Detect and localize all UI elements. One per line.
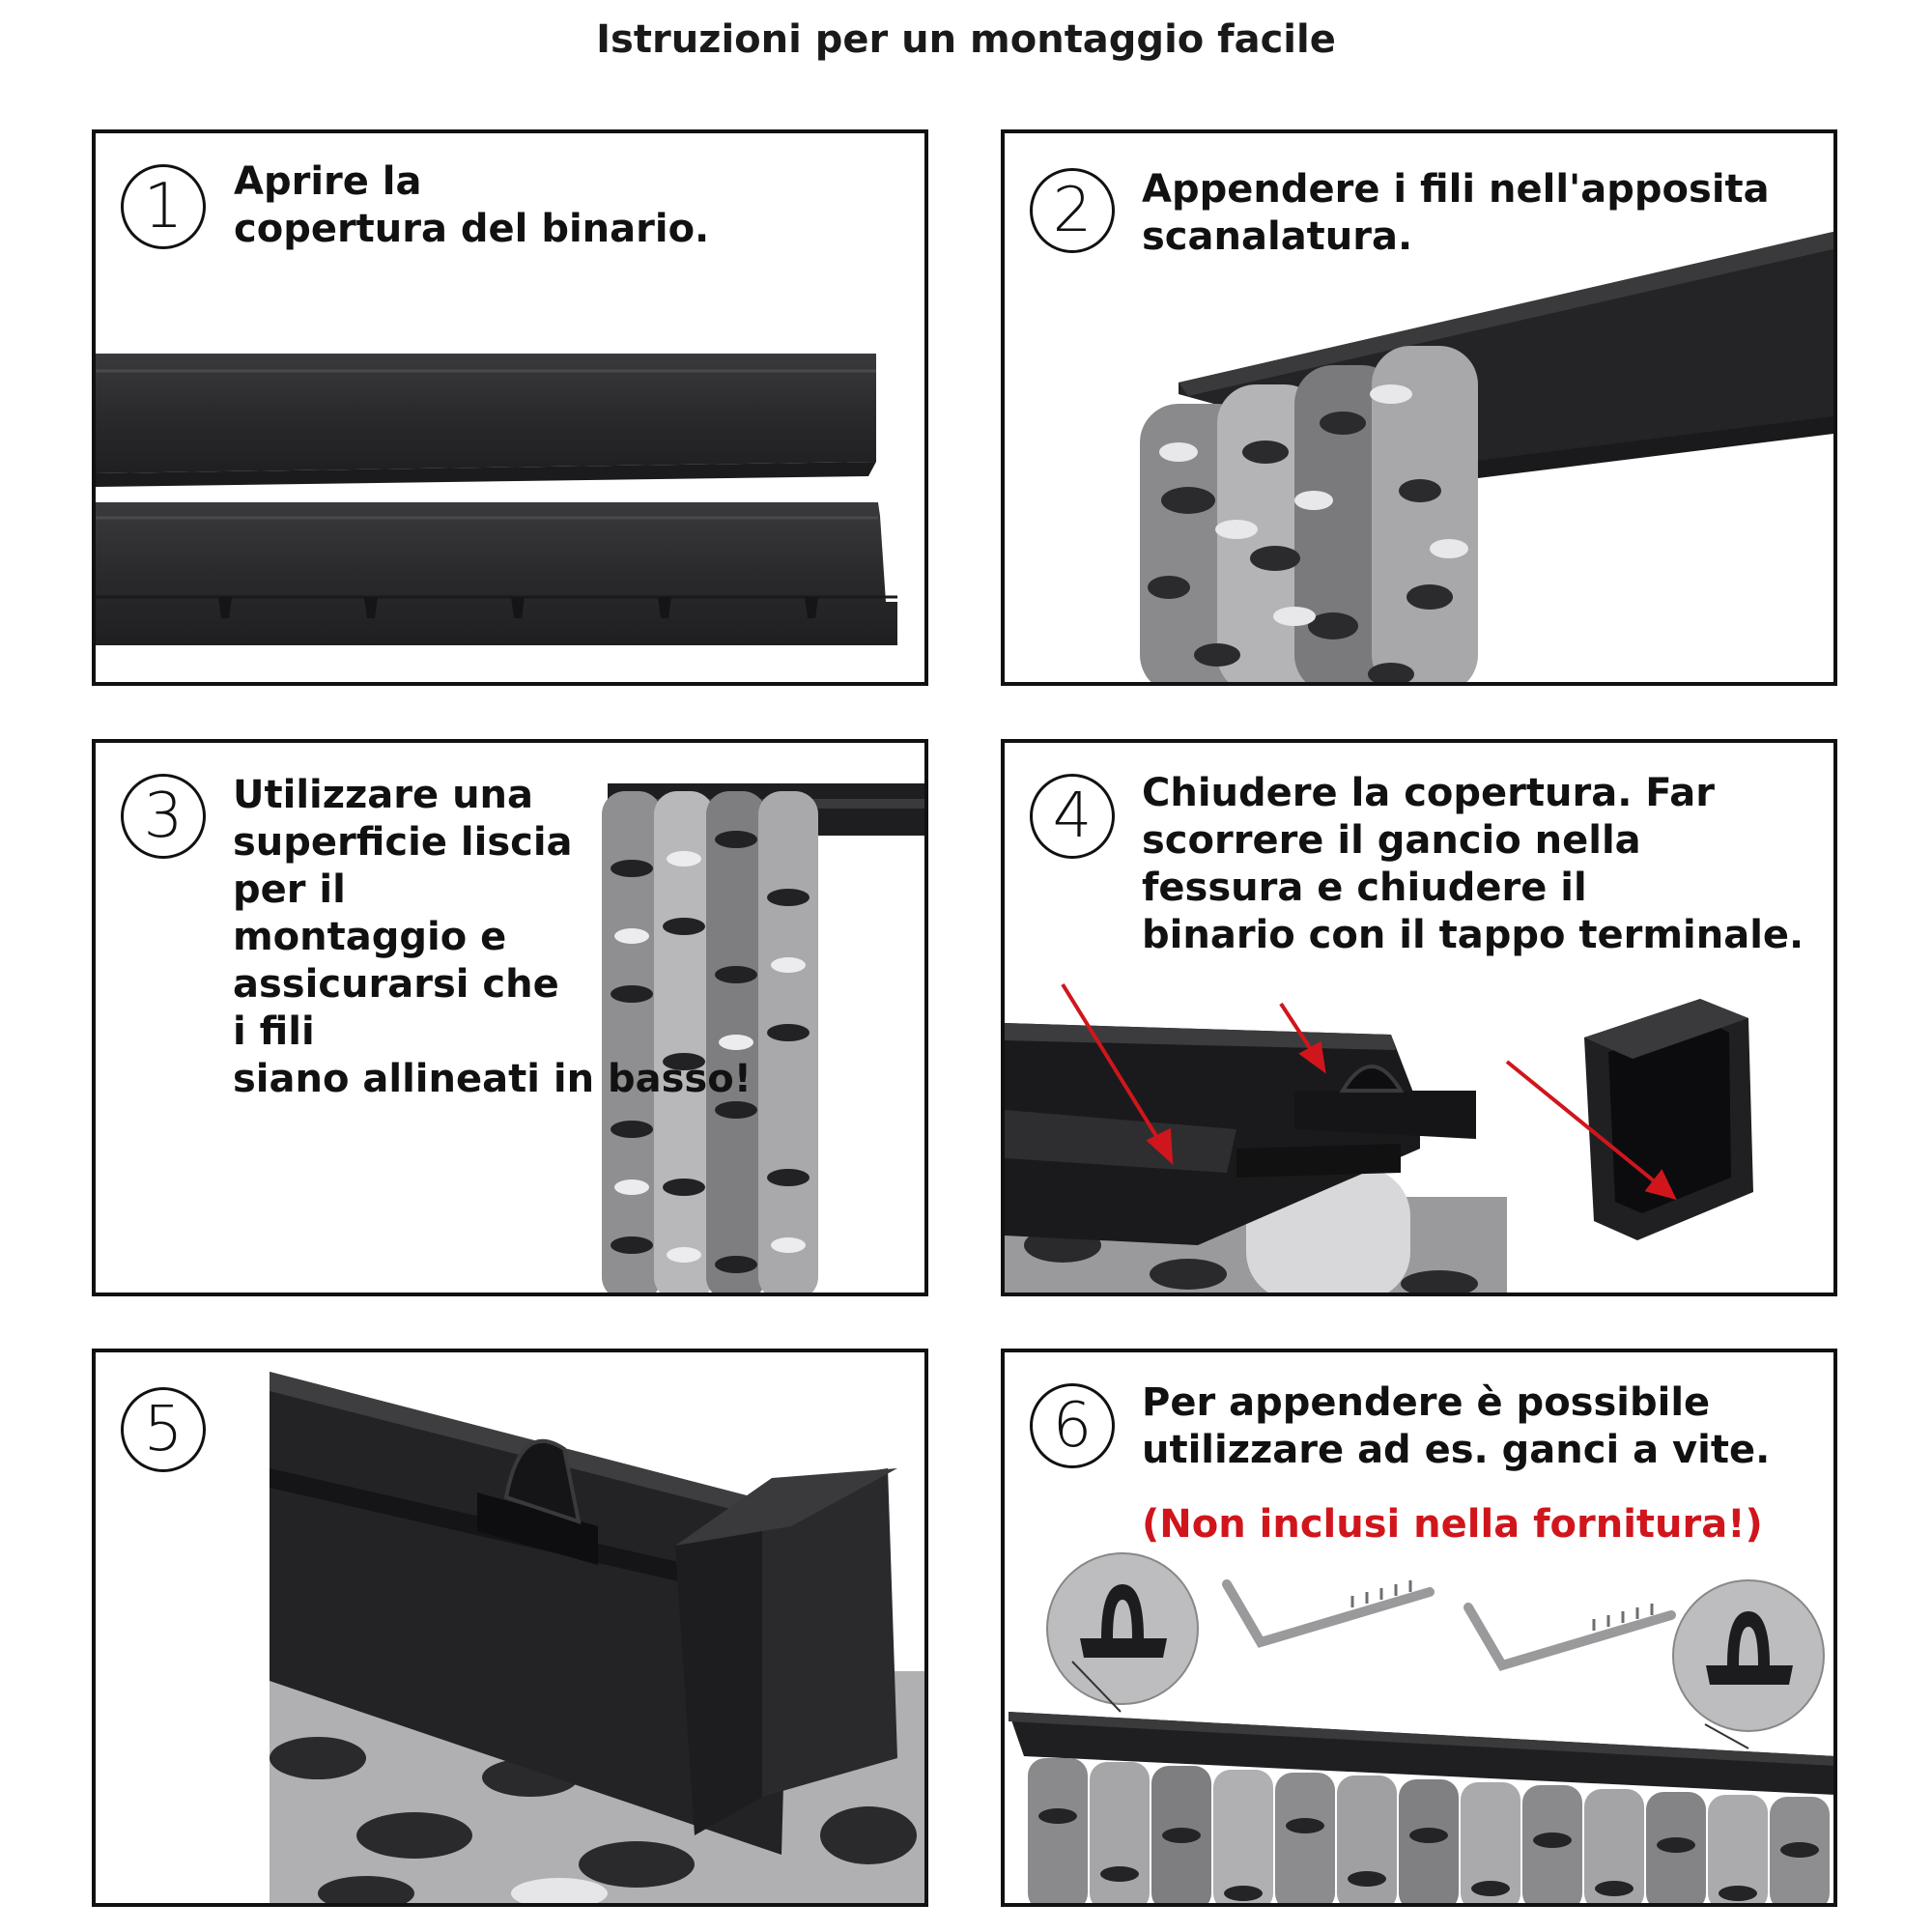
page-title: Istruzioni per un montaggio facile xyxy=(596,17,1336,62)
step-2-text: Appendere i fili nell'apposita scanalatura. xyxy=(1142,167,1770,259)
step-6-panel xyxy=(1001,1349,1837,1907)
step-4-text: Chiudere la copertura. Far scorrere il gancio nella fessura e chiudere il binario con il tappo terminale. xyxy=(1142,771,1804,957)
step-6-number: 6 xyxy=(1030,1383,1115,1468)
step-3-text: Utilizzare una superficie liscia per il montaggio e assicurarsi che i fili siano allineati in basso! xyxy=(233,773,752,1101)
step-3-number: 3 xyxy=(121,774,206,859)
step-2-panel xyxy=(1001,129,1837,686)
step-6-note: (Non inclusi nella fornitura!) xyxy=(1142,1502,1763,1547)
step-3-panel xyxy=(92,739,928,1296)
step-1-number: 1 xyxy=(121,164,206,249)
closed-rail-endcap-illustration xyxy=(96,1352,928,1907)
step-1-panel xyxy=(92,129,928,686)
step-6-text: Per appendere è possibile utilizzare ad es. ganci a vite. xyxy=(1142,1380,1771,1472)
step-5-number: 5 xyxy=(121,1387,206,1472)
step-2-number: 2 xyxy=(1030,168,1115,253)
step-4-panel xyxy=(1001,739,1837,1296)
step-5-panel xyxy=(92,1349,928,1907)
step-1-text: Aprire la copertura del binario. xyxy=(234,159,710,251)
step-4-number: 4 xyxy=(1030,774,1115,859)
